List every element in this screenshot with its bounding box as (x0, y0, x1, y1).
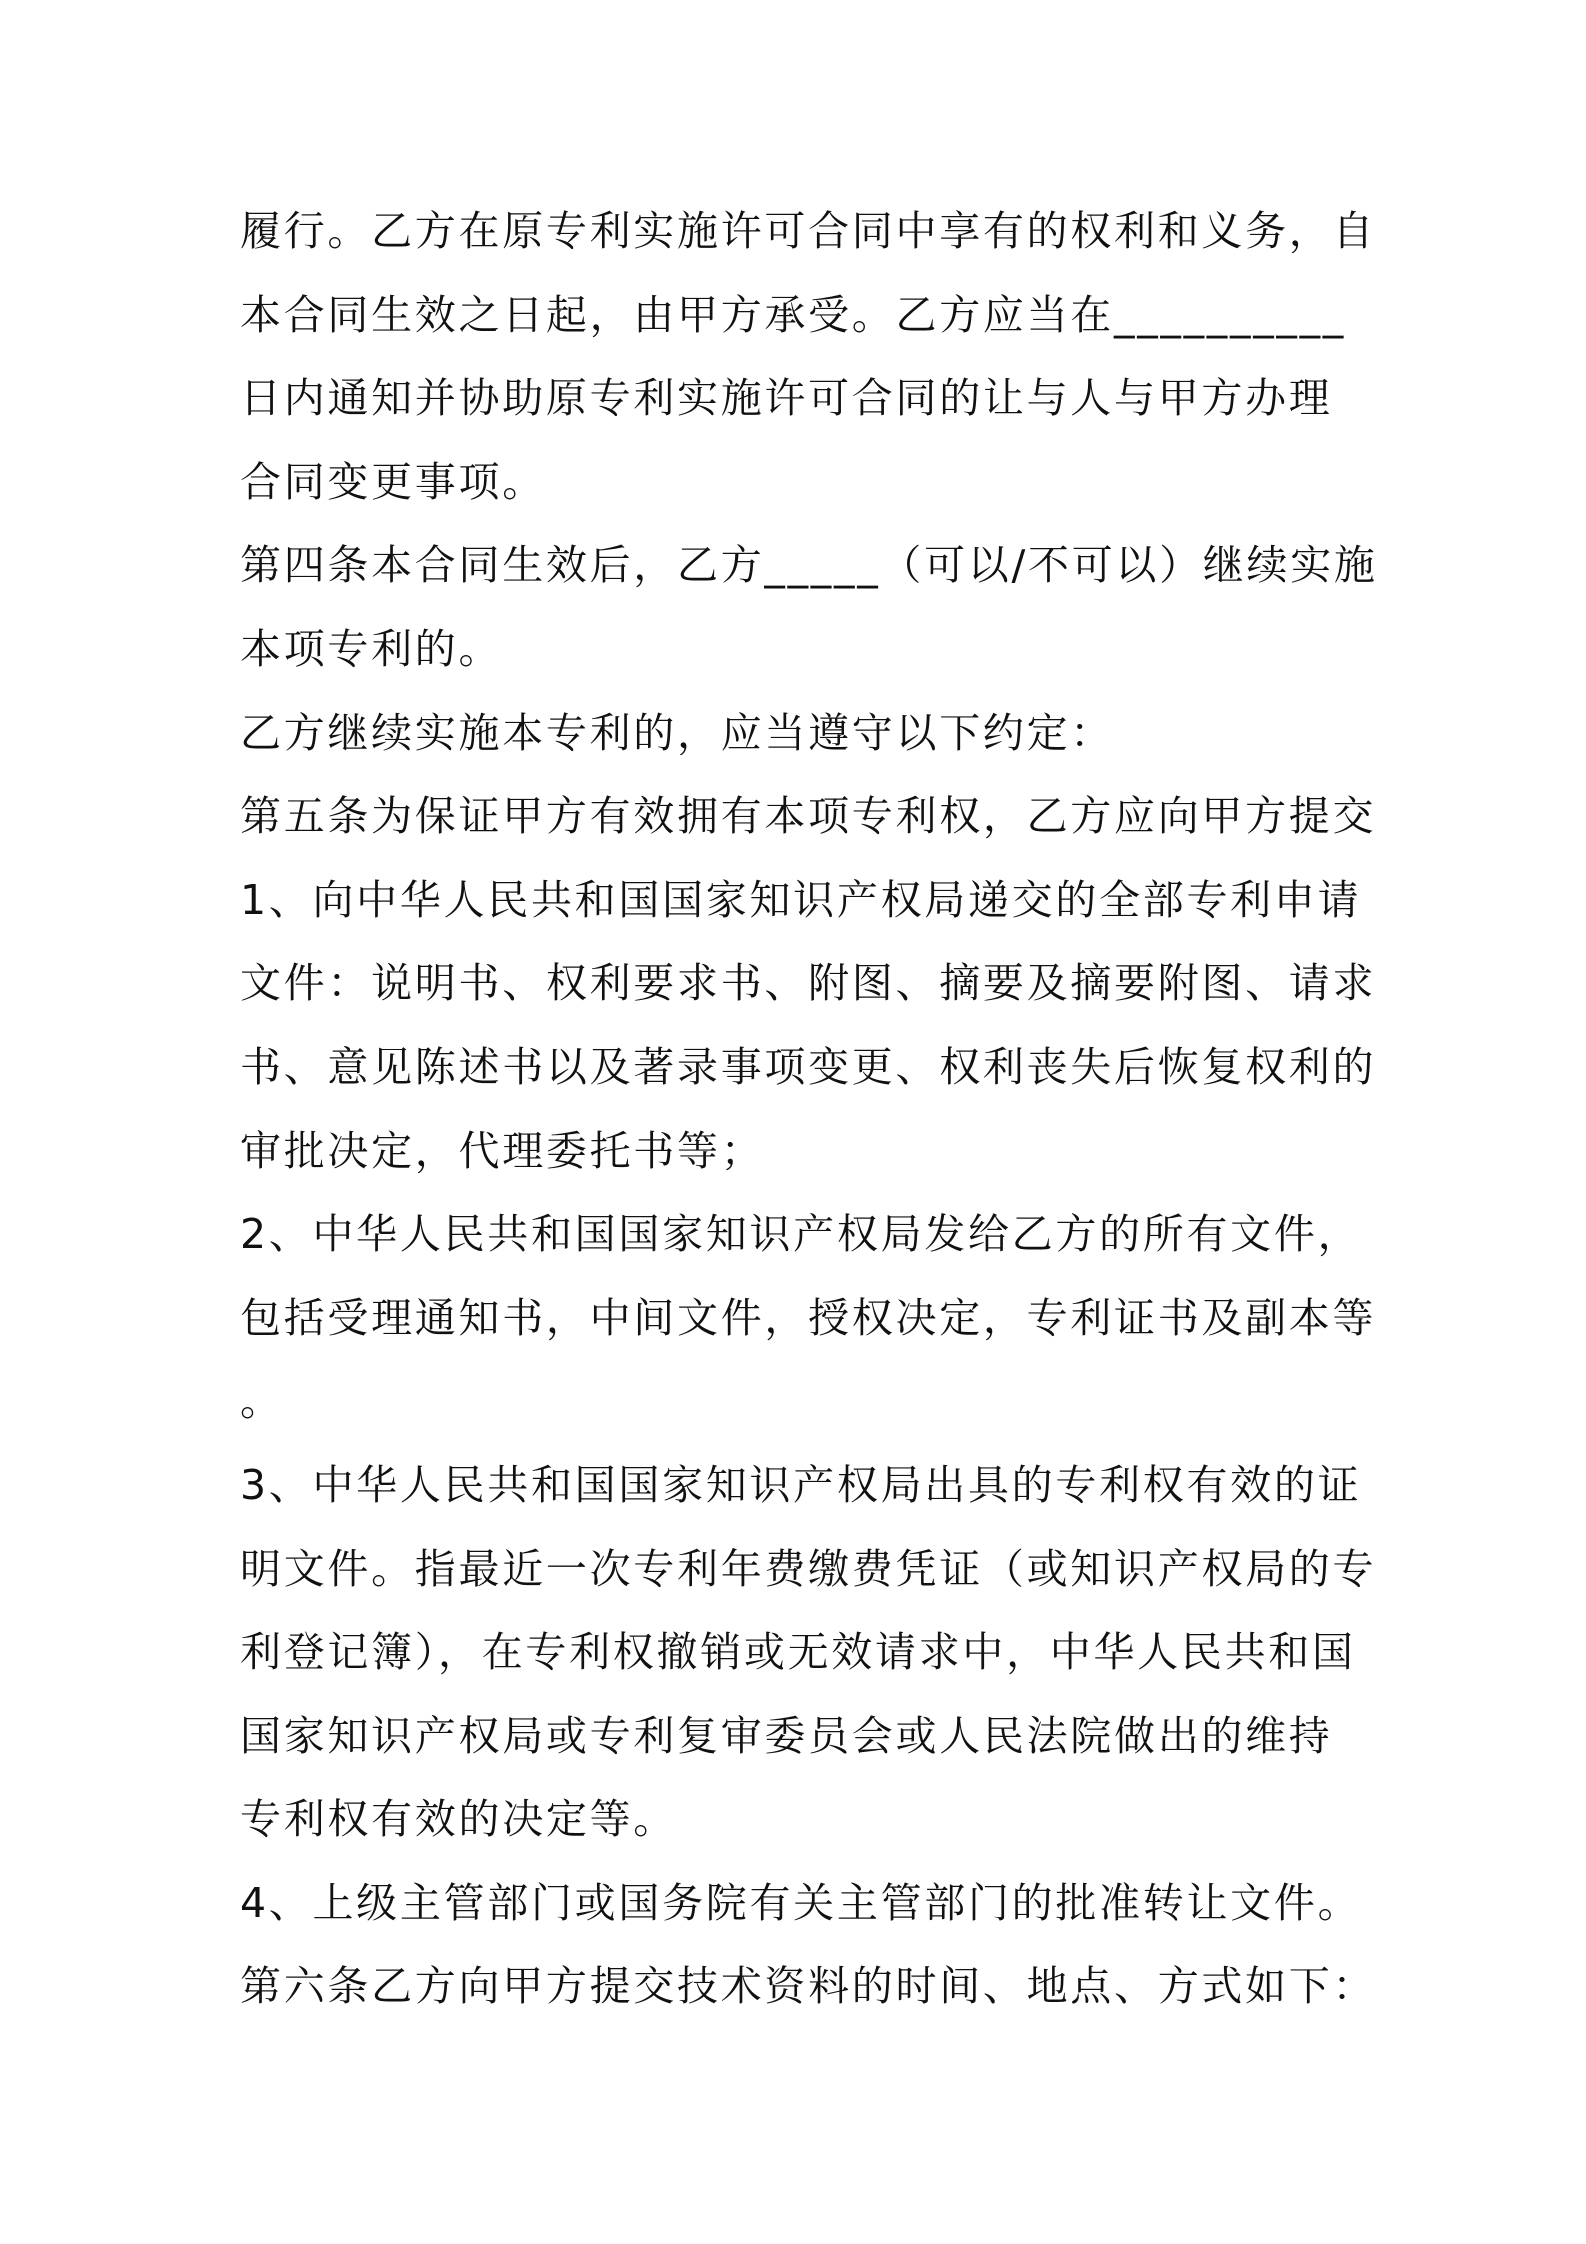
text-line: 审批决定，代理委托书等； (240, 1126, 765, 1175)
text-line: 国家知识产权局或专利复审委员会或人民法院做出的维持 (240, 1711, 1333, 1760)
text-line: 第六条乙方向甲方提交技术资料的时间、地点、方式如下： (240, 1962, 1377, 2011)
text-line: 书、意见陈述书以及著录事项变更、权利丧失后恢复权利的 (240, 1042, 1377, 1091)
text-line: 文件：说明书、权利要求书、附图、摘要及摘要附图、请求 (240, 959, 1377, 1008)
text-line: 专利权有效的决定等。 (240, 1795, 677, 1844)
text-line: 包括受理通知书，中间文件，授权决定，专利证书及副本等 (240, 1293, 1377, 1342)
text-line: 利登记簿），在专利权撤销或无效请求中，中华人民共和国 (240, 1628, 1356, 1677)
text-line: 明文件。指最近一次专利年费缴费凭证（或知识产权局的专 (240, 1544, 1377, 1593)
text-line: 4、上级主管部门或国务院有关主管部门的批准转让文件。 (240, 1878, 1362, 1927)
text-line: 本合同生效之日起，由甲方承受。乙方应当在__________ (240, 290, 1346, 339)
text-line: 本项专利的。 (240, 624, 503, 673)
text-line: 第五条为保证甲方有效拥有本项专利权，乙方应向甲方提交 (240, 792, 1377, 841)
text-line: 1、向中华人民共和国国家知识产权局递交的全部专利申请 (240, 875, 1362, 924)
text-line: 乙方继续实施本专利的，应当遵守以下约定： (240, 708, 1114, 757)
text-line: 2、中华人民共和国国家知识产权局发给乙方的所有文件， (240, 1210, 1362, 1259)
text-line: 履行。乙方在原专利实施许可合同中享有的权利和义务，自 (240, 207, 1377, 255)
contract-text (240, 190, 1378, 2029)
text-line: 日内通知并协助原专利实施许可合同的让与人与甲方办理 (240, 374, 1333, 423)
text-line: 3、中华人民共和国国家知识产权局出具的专利权有效的证 (240, 1460, 1362, 1509)
text-line: 合同变更事项。 (240, 457, 546, 506)
text-line: 。 (240, 1377, 284, 1426)
text-line: 第四条本合同生效后，乙方_____（可以/不可以）继续实施 (240, 541, 1378, 590)
